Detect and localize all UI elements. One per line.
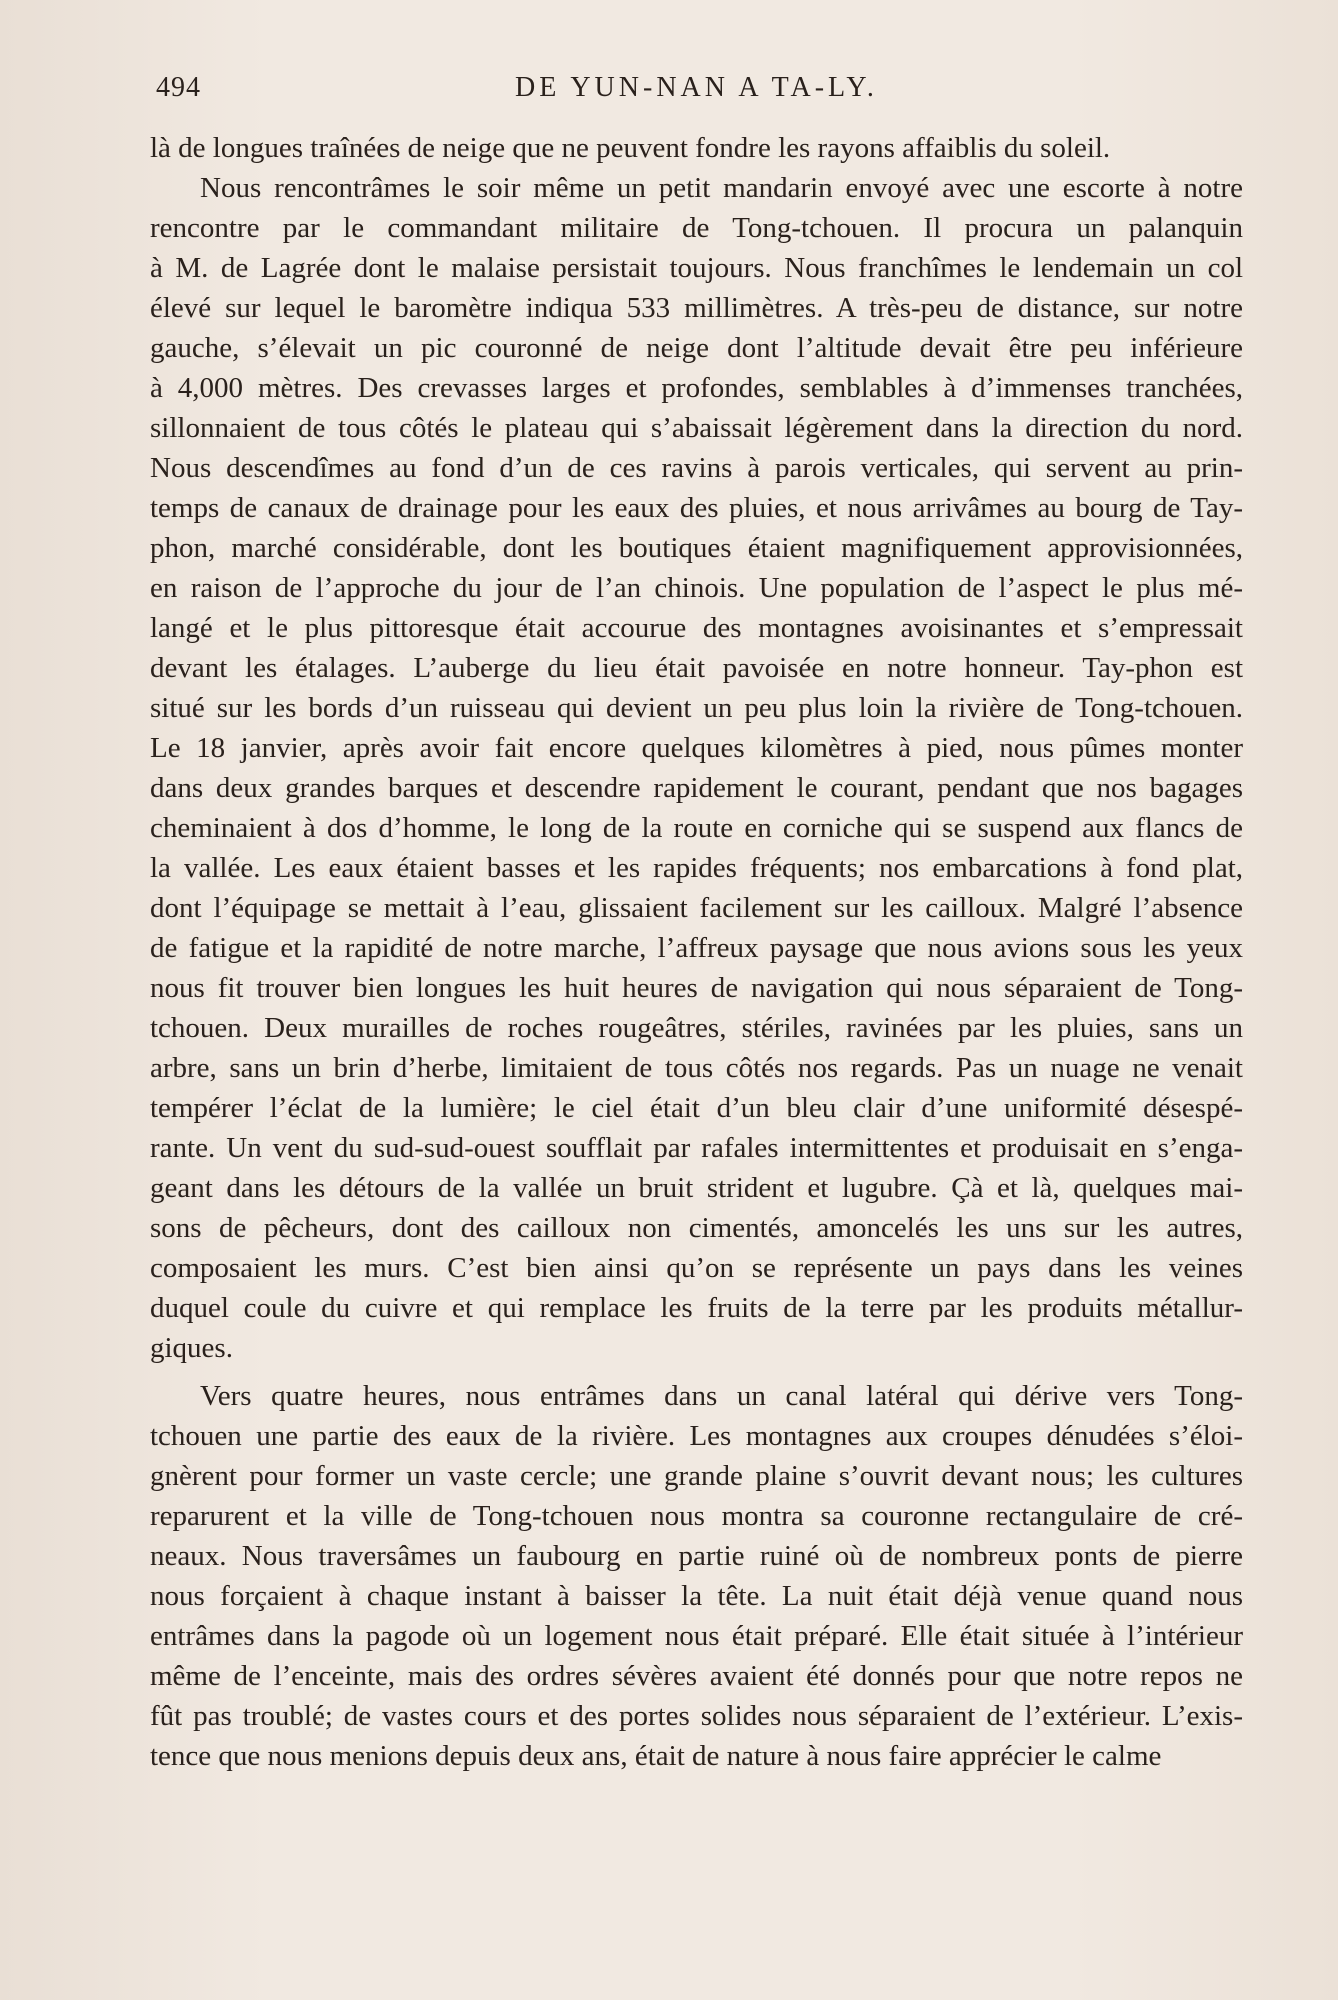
text-line: en raison de l’approche du jour de l’an chinois. Une population de l’aspect le plus mé- <box>150 572 1243 604</box>
text-line: tchouen. Deux murailles de roches rougeâtres, stériles, ravinées par les pluies, sans un <box>150 1012 1243 1044</box>
text-line: geant dans les détours de la vallée un bruit strident et lugubre. Çà et là, quelques mai- <box>150 1172 1243 1204</box>
text-line: rencontre par le commandant militaire de Tong-tchouen. Il procura un palanquin <box>150 212 1243 244</box>
text-line: dont l’équipage se mettait à l’eau, glissaient facilement sur les cailloux. Malgré l’absence <box>150 892 1243 924</box>
page-header <box>150 72 1243 112</box>
text-line: à M. de Lagrée dont le malaise persistait toujours. Nous franchîmes le lendemain un col <box>150 252 1243 284</box>
text-line: tempérer l’éclat de la lumière; le ciel était d’un bleu clair d’une uniformité désespé- <box>150 1092 1243 1124</box>
text-line: gauche, s’élevait un pic couronné de neige dont l’altitude devait être peu inférieure <box>150 332 1243 364</box>
text-line: Vers quatre heures, nous entrâmes dans un canal latéral qui dérive vers Tong- <box>200 1380 1243 1412</box>
text-line: arbre, sans un brin d’herbe, limitaient de tous côtés nos regards. Pas un nuage ne venait <box>150 1052 1243 1084</box>
text-line: dans deux grandes barques et descendre rapidement le courant, pendant que nos bagages <box>150 772 1243 804</box>
paragraph <box>150 168 1243 1368</box>
text-line: tchouen une partie des eaux de la rivière. Les montagnes aux croupes dénudées s’éloi- <box>150 1420 1243 1452</box>
text-line: tence que nous menions depuis deux ans, était de nature à nous faire apprécier le calme <box>150 1740 1162 1772</box>
text-line: phon, marché considérable, dont les boutiques étaient magnifiquement approvisionnées, <box>150 532 1243 564</box>
body-text <box>150 128 1243 1776</box>
text-line: entrâmes dans la pagode où un logement nous était préparé. Elle était située à l’intérieur <box>150 1620 1243 1652</box>
text-line: de fatigue et la rapidité de notre marche, l’affreux paysage que nous avions sous les yeux <box>150 932 1243 964</box>
text-line: même de l’enceinte, mais des ordres sévères avaient été donnés pour que notre repos ne <box>150 1660 1243 1692</box>
text-line: nous forçaient à chaque instant à baisser la tête. La nuit était déjà venue quand nous <box>150 1580 1243 1612</box>
running-title: DE YUN-NAN A TA-LY. <box>515 72 878 103</box>
page-number: 494 <box>156 72 201 103</box>
text-line: devant les étalages. L’auberge du lieu était pavoisée en notre honneur. Tay-phon est <box>150 652 1243 684</box>
text-line: langé et le plus pittoresque était accourue des montagnes avoisinantes et s’empressait <box>150 612 1243 644</box>
text-line: là de longues traînées de neige que ne peuvent fondre les rayons affaiblis du soleil. <box>150 132 1111 164</box>
text-line: sillonnaient de tous côtés le plateau qui s’abaissait légèrement dans la direction du nord. <box>150 412 1243 444</box>
text-line: la vallée. Les eaux étaient basses et les rapides fréquents; nos embarcations à fond plat, <box>150 852 1243 884</box>
text-line: Nous descendîmes au fond d’un de ces ravins à parois verticales, qui servent au prin- <box>150 452 1243 484</box>
text-line: situé sur les bords d’un ruisseau qui devient un peu plus loin la rivière de Tong-tchouen. <box>150 692 1243 724</box>
text-line: temps de canaux de drainage pour les eaux des pluies, et nous arrivâmes au bourg de Tay- <box>150 492 1243 524</box>
text-line: giques. <box>150 1332 233 1364</box>
text-line: neaux. Nous traversâmes un faubourg en partie ruiné où de nombreux ponts de pierre <box>150 1540 1243 1572</box>
text-line: gnèrent pour former un vaste cercle; une grande plaine s’ouvrit devant nous; les cultures <box>150 1460 1243 1492</box>
text-line: cheminaient à dos d’homme, le long de la route en corniche qui se suspend aux flancs de <box>150 812 1243 844</box>
text-line: Le 18 janvier, après avoir fait encore quelques kilomètres à pied, nous pûmes monter <box>150 732 1243 764</box>
text-line: à 4,000 mètres. Des crevasses larges et profondes, semblables à d’immenses tranchées, <box>150 372 1243 404</box>
text-line: rante. Un vent du sud-sud-ouest soufflait par rafales intermittentes et produisait en s’enga- <box>150 1132 1243 1164</box>
paragraph <box>150 128 1243 168</box>
text-line: élevé sur lequel le baromètre indiqua 533 millimètres. A très-peu de distance, sur notre <box>150 292 1243 324</box>
text-line: nous fit trouver bien longues les huit heures de navigation qui nous séparaient de Tong- <box>150 972 1243 1004</box>
text-line: Nous rencontrâmes le soir même un petit mandarin envoyé avec une escorte à notre <box>200 172 1243 204</box>
text-line: composaient les murs. C’est bien ainsi qu’on se représente un pays dans les veines <box>150 1252 1243 1284</box>
text-line: fût pas troublé; de vastes cours et des portes solides nous séparaient de l’extérieur. L’exis- <box>150 1700 1243 1732</box>
text-line: duquel coule du cuivre et qui remplace les fruits de la terre par les produits métallur- <box>150 1292 1243 1324</box>
text-line: sons de pêcheurs, dont des cailloux non cimentés, amoncelés les uns sur les autres, <box>150 1212 1243 1244</box>
text-line: reparurent et la ville de Tong-tchouen nous montra sa couronne rectangulaire de cré- <box>150 1500 1243 1532</box>
paragraph <box>150 1376 1243 1776</box>
